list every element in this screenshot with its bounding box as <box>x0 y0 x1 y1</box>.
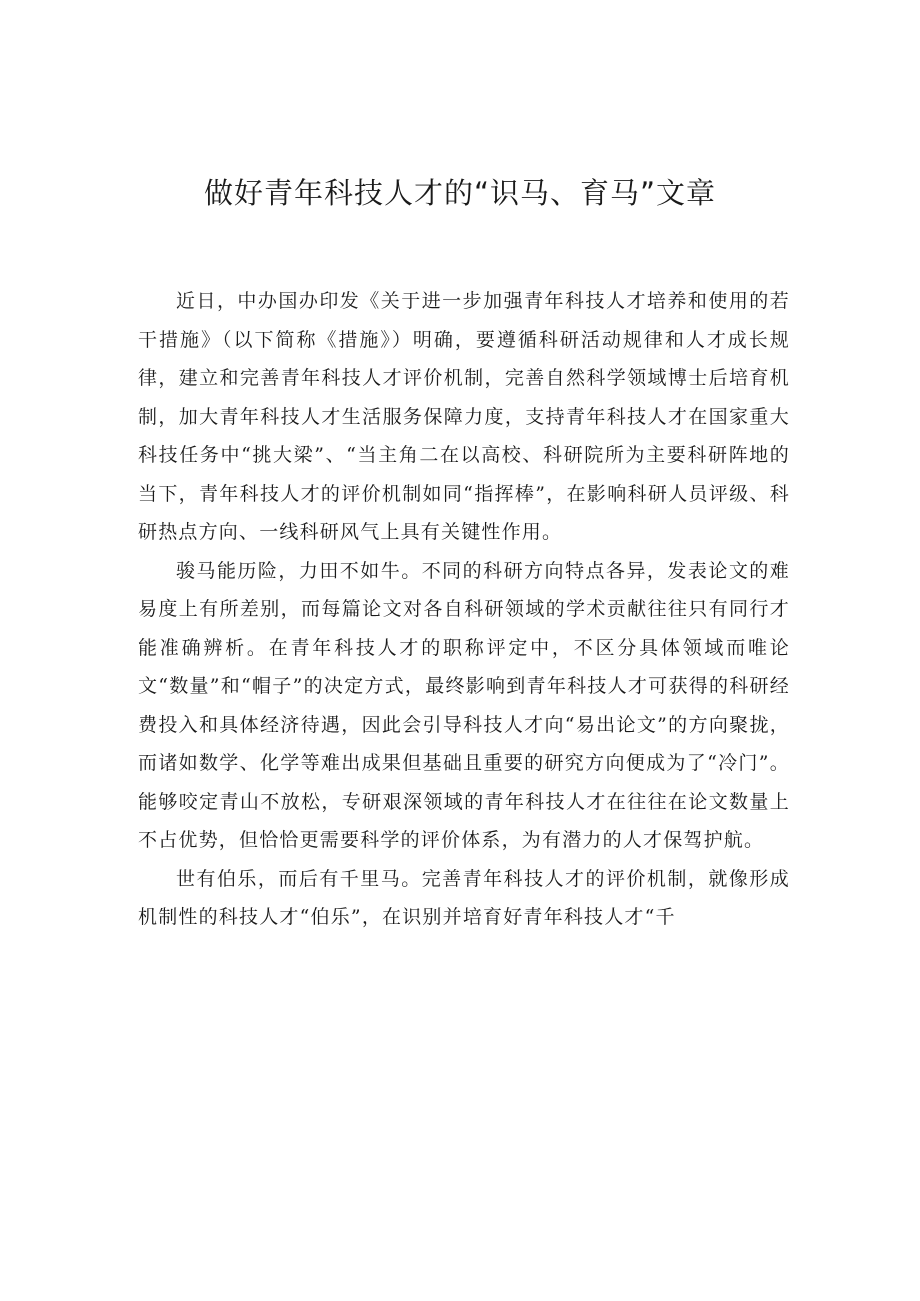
document-body <box>138 282 790 937</box>
document-title: 做好青年科技人才的“识马、育马”文章 <box>203 176 717 210</box>
paragraph-2: 骏马能历险，力田不如牛。不同的科研方向特点各异，发表论文的难易度上有所差别，而每篇论文对各自科研领域的学术贡献往往只有同行才能准确辨析。在青年科技人才的职称评定中，不区分具体领域而唯论文“数量”和“帽子”的决定方式，最终影响到青年科技人才可获得的科研经费投入和具体经济待遇，因此会引导科技人才向“易出论文”的方向聚拢，而诸如数学、化学等难出成果但基础且重要的研究方向便成为了“冷门”。能够咬定青山不放松，专研艰深领域的青年科技人才在往往在论文数量上不占优势，但恰恰更需要科学的评价体系，为有潜力的人才保驾护航。 <box>138 559 790 851</box>
paragraph-1: 近日，中办国办印发《关于进一步加强青年科技人才培养和使用的若干措施》（以下简称《措施》）明确，要遵循科研活动规律和人才成长规律，建立和完善青年科技人才评价机制，完善自然科学领域博士后培育机制，加大青年科技人才生活服务保障力度，支持青年科技人才在国家重大科技任务中“挑大梁”、“当主角二在以高校、科研院所为主要科研阵地的当下，青年科技人才的评价机制如同“指挥棒”，在影响科研人员评级、科研热点方向、一线科研风气上具有关键性作用。 <box>138 290 790 543</box>
paragraph-3: 世有伯乐，而后有千里马。完善青年科技人才的评价机制，就像形成机制性的科技人才“伯乐”，在识别并培育好青年科技人才“千 <box>138 867 790 928</box>
